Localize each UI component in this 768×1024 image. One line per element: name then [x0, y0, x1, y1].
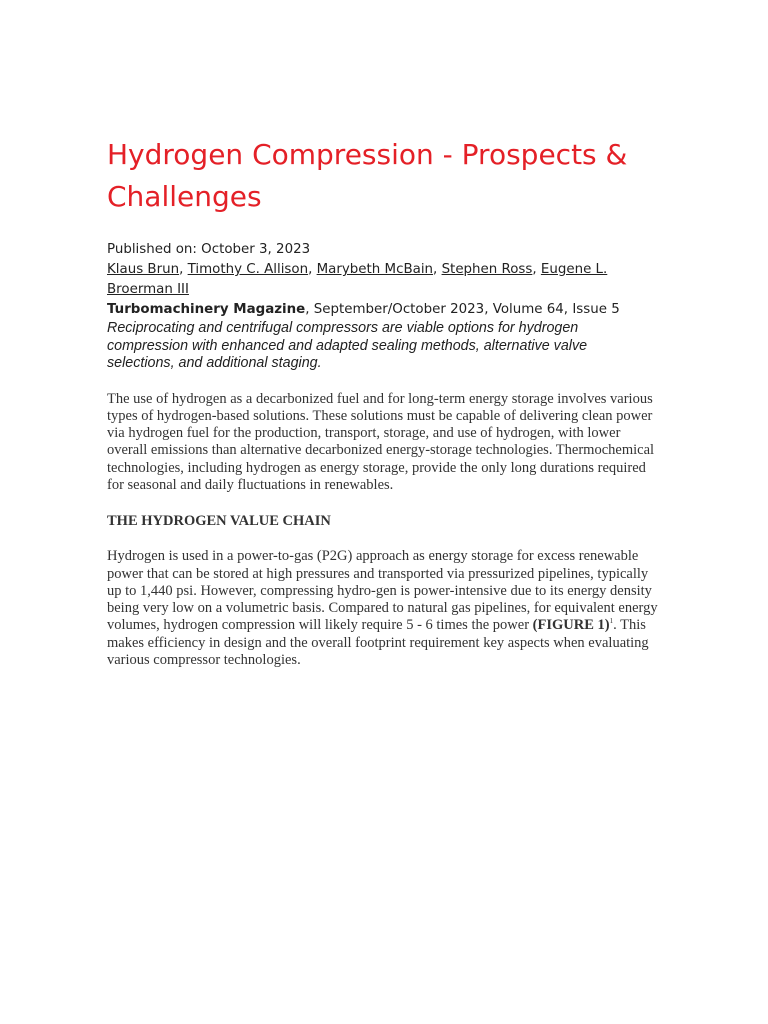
figure-reference: (FIGURE 1): [532, 617, 610, 634]
journal-name: Turbomachinery Magazine: [107, 302, 306, 317]
author-separator: ,: [179, 262, 188, 277]
author-link[interactable]: Marybeth McBain: [316, 262, 434, 277]
footnote-marker: 1: [609, 617, 614, 626]
article-meta: [107, 240, 658, 320]
paragraph-text: Hydrogen is used in a power-to-gas (P2G) approach as energy storage for excess renewable power that can be stored at high pressures and transported via pressurized pipelines, typically up to 1,440 psi. However, compressing hydro-gen is power-intensive due to its energy density being very low on a volumetric basis. Compared to natural gas pipelines, for equivalent energy volumes, hydrogen compression will likely require 5 - 6 times the power: [107, 548, 658, 634]
paragraph-text: . This makes efficiency in design and the overall footprint requirement key aspects when evaluating various compressor technologies.: [107, 617, 649, 669]
author-list: [107, 260, 658, 300]
author-link[interactable]: Stephen Ross: [441, 262, 533, 277]
author-link[interactable]: Klaus Brun: [107, 262, 180, 277]
section-heading: THE HYDROGEN VALUE CHAIN: [107, 513, 331, 530]
journal-issue: , September/October 2023, Volume 64, Issue 5: [305, 302, 620, 317]
journal-citation: [107, 300, 658, 320]
article-title: Hydrogen Compression - Prospects & Challenges: [107, 138, 628, 213]
author-separator: ,: [532, 262, 541, 277]
author-separator: ,: [308, 262, 317, 277]
article-summary: Reciprocating and centrifugal compressors are viable options for hydrogen compression with enhanced and adapted sealing methods, alternative valve selections, and additional staging.: [107, 320, 588, 371]
body-paragraph: The use of hydrogen as a decarbonized fuel and for long-term energy storage involves various types of hydrogen-based solutions. These solutions must be capable of delivering clean power via hydrogen fuel for the production, transport, storage, and use of hydrogen, with lower overall emissions than alternative decarbonized energy-storage technologies. Thermochemical technologies, including hydrogen as energy storage, provide the only long durations required for seasonal and daily fluctuations in renewables.: [107, 390, 655, 493]
author-separator: ,: [433, 262, 442, 277]
body-paragraph: [107, 548, 658, 669]
author-link[interactable]: Timothy C. Allison: [187, 262, 309, 277]
author-link[interactable]: Eugene L. Broerman III: [107, 262, 608, 297]
published-date: Published on: October 3, 2023: [107, 242, 311, 257]
